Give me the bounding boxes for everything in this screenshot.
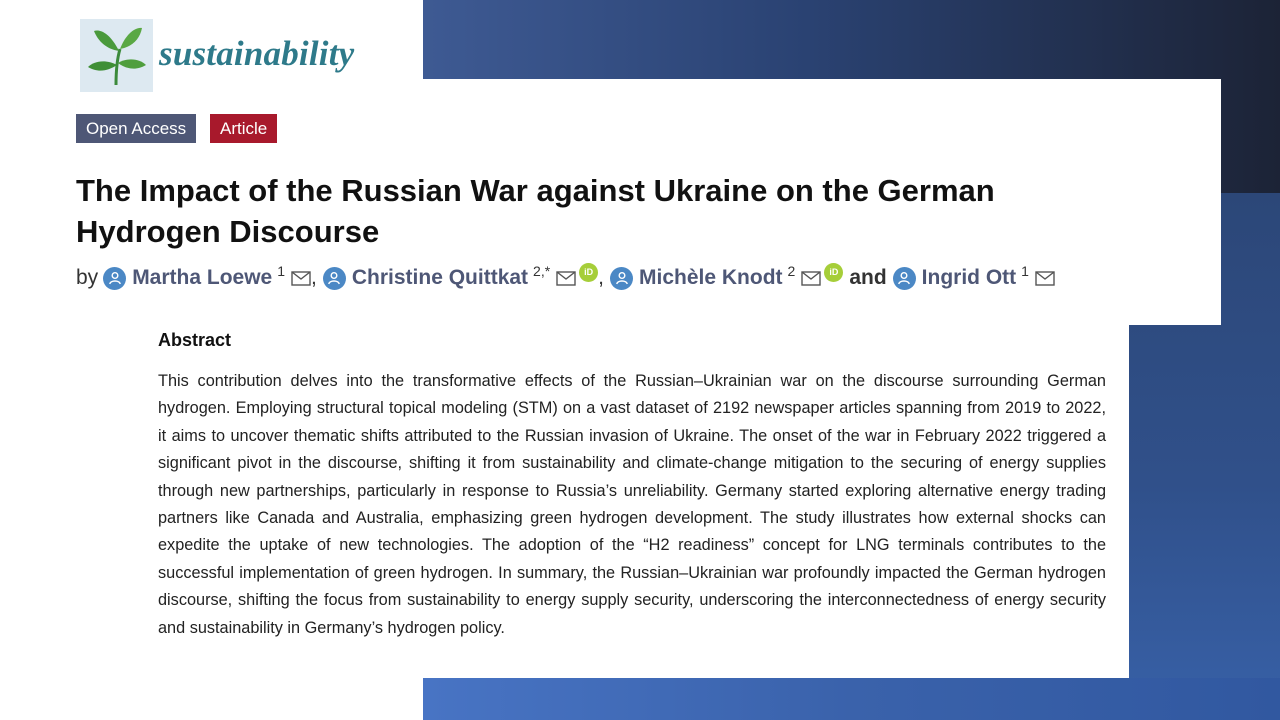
byline-by: by [76,266,99,289]
user-icon[interactable] [893,267,916,290]
byline-and: and [849,266,887,289]
abstract-text: This contribution delves into the transformative effects of the Russian–Ukrainian war on the discourse surrounding German hydrogen. Employing structural topical modeling (STM) on a vast dataset of 2192 newspaper articles spanning from 2019 to 2022, it aims to uncover thematic shifts attributed to the Russian invasion of Ukraine. The onset of the war in February 2022 triggered a significant pivot in the discourse, shifting it from sustainability and climate-change mitigation to the securing of energy supplies through new partnerships, particularly in response to Russia’s unreliability. Germany started exploring alternative energy trading partners like Canada and Australia, emphasizing green hydrogen development. The study illustrates how external shocks can expedite the uptake of new technologies. The adoption of the “H2 readiness” concept for LNG terminals contributes to the successful implementation of green hydrogen. In summary, the Russian–Ukrainian war profoundly impacted the German hydrogen discourse, shifting the focus from sustainability to energy supply security, underscoring the interconnectedness of energy security and sustainability in Germany’s hydrogen policy. [158,372,1106,637]
mail-icon[interactable] [556,271,576,286]
author-link[interactable]: Ingrid Ott [921,266,1017,289]
journal-logo-text[interactable]: sustainability [159,34,355,73]
author-link[interactable]: Martha Loewe [132,266,273,289]
article-title: The Impact of the Russian War against Ukraine on the German Hydrogen Discourse [76,173,995,249]
author-separator: , [311,266,317,289]
background-gradient-bottom [423,678,1280,720]
orcid-icon[interactable]: iD [824,263,843,282]
article-type-badge: Article [210,114,277,143]
user-icon[interactable] [103,267,126,290]
orcid-icon[interactable]: iD [579,263,598,282]
author-list [76,263,1196,290]
affiliation-marker: 1 [277,263,286,279]
affiliation-marker: 2,* [533,263,551,279]
author-separator: , [598,266,605,289]
abstract-heading: Abstract [158,330,232,350]
mail-icon[interactable] [1035,271,1055,286]
card-left-fill [0,678,423,720]
affiliation-marker: 2 [787,263,796,279]
leaf-sprout-icon[interactable] [80,19,153,92]
author-link[interactable]: Michèle Knodt [639,266,783,289]
affiliation-marker: 1 [1021,263,1029,279]
mail-icon[interactable] [801,271,821,286]
author-link[interactable]: Christine Quittkat [351,266,529,289]
user-icon[interactable] [323,267,346,290]
mail-icon[interactable] [291,271,311,286]
user-icon[interactable] [610,267,633,290]
open-access-badge: Open Access [76,114,196,143]
